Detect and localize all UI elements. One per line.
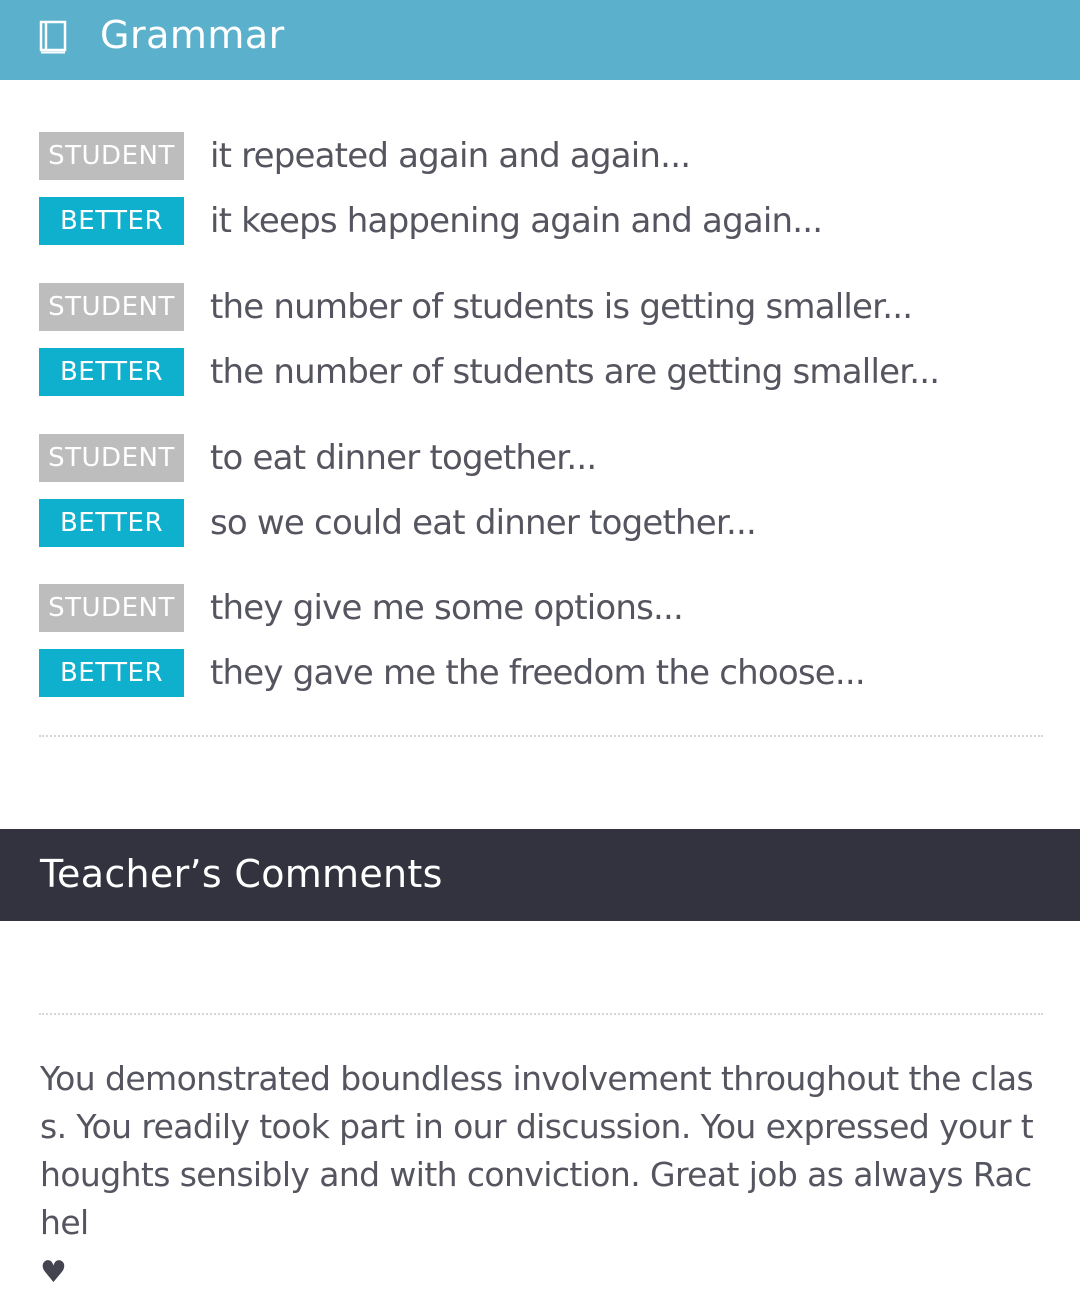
better-text: it keeps happening again and again... [210,201,823,241]
better-text: the number of students are getting smaller... [210,352,940,392]
grammar-header [0,0,1080,80]
correction-better-row [39,348,940,396]
grammar-title: Grammar [100,13,285,57]
student-badge: STUDENT [39,584,184,632]
student-text: to eat dinner together... [210,438,597,478]
student-badge: STUDENT [39,283,184,331]
better-badge: BETTER [39,348,184,396]
grammar-divider [39,735,1043,737]
student-text: the number of students is getting smaller... [210,287,913,327]
student-text: they give me some options... [210,588,684,628]
correction-student-row [39,283,913,331]
student-badge: STUDENT [39,434,184,482]
student-text: it repeated again and again... [210,136,691,176]
teacher-comments-header [0,829,1080,921]
correction-student-row [39,132,691,180]
correction-student-row [39,584,684,632]
teacher-comment-body [40,1055,1040,1297]
heart-icon: ♥ [40,1255,67,1290]
teacher-comments-title: Teacher’s Comments [40,852,443,896]
better-badge: BETTER [39,499,184,547]
better-badge: BETTER [39,649,184,697]
better-text: so we could eat dinner together... [210,503,756,543]
correction-better-row [39,649,865,697]
comments-divider [39,1013,1043,1015]
correction-better-row [39,499,756,547]
teacher-comment-text: You demonstrated boundless involvement throughout the class. You readily took part in our discussion. You expressed your thoughts sensibly and with conviction. Great job as always Rachel [40,1059,1034,1242]
book-icon [38,20,68,54]
correction-better-row [39,197,823,245]
correction-student-row [39,434,597,482]
better-text: they gave me the freedom the choose... [210,653,865,693]
better-badge: BETTER [39,197,184,245]
student-badge: STUDENT [39,132,184,180]
